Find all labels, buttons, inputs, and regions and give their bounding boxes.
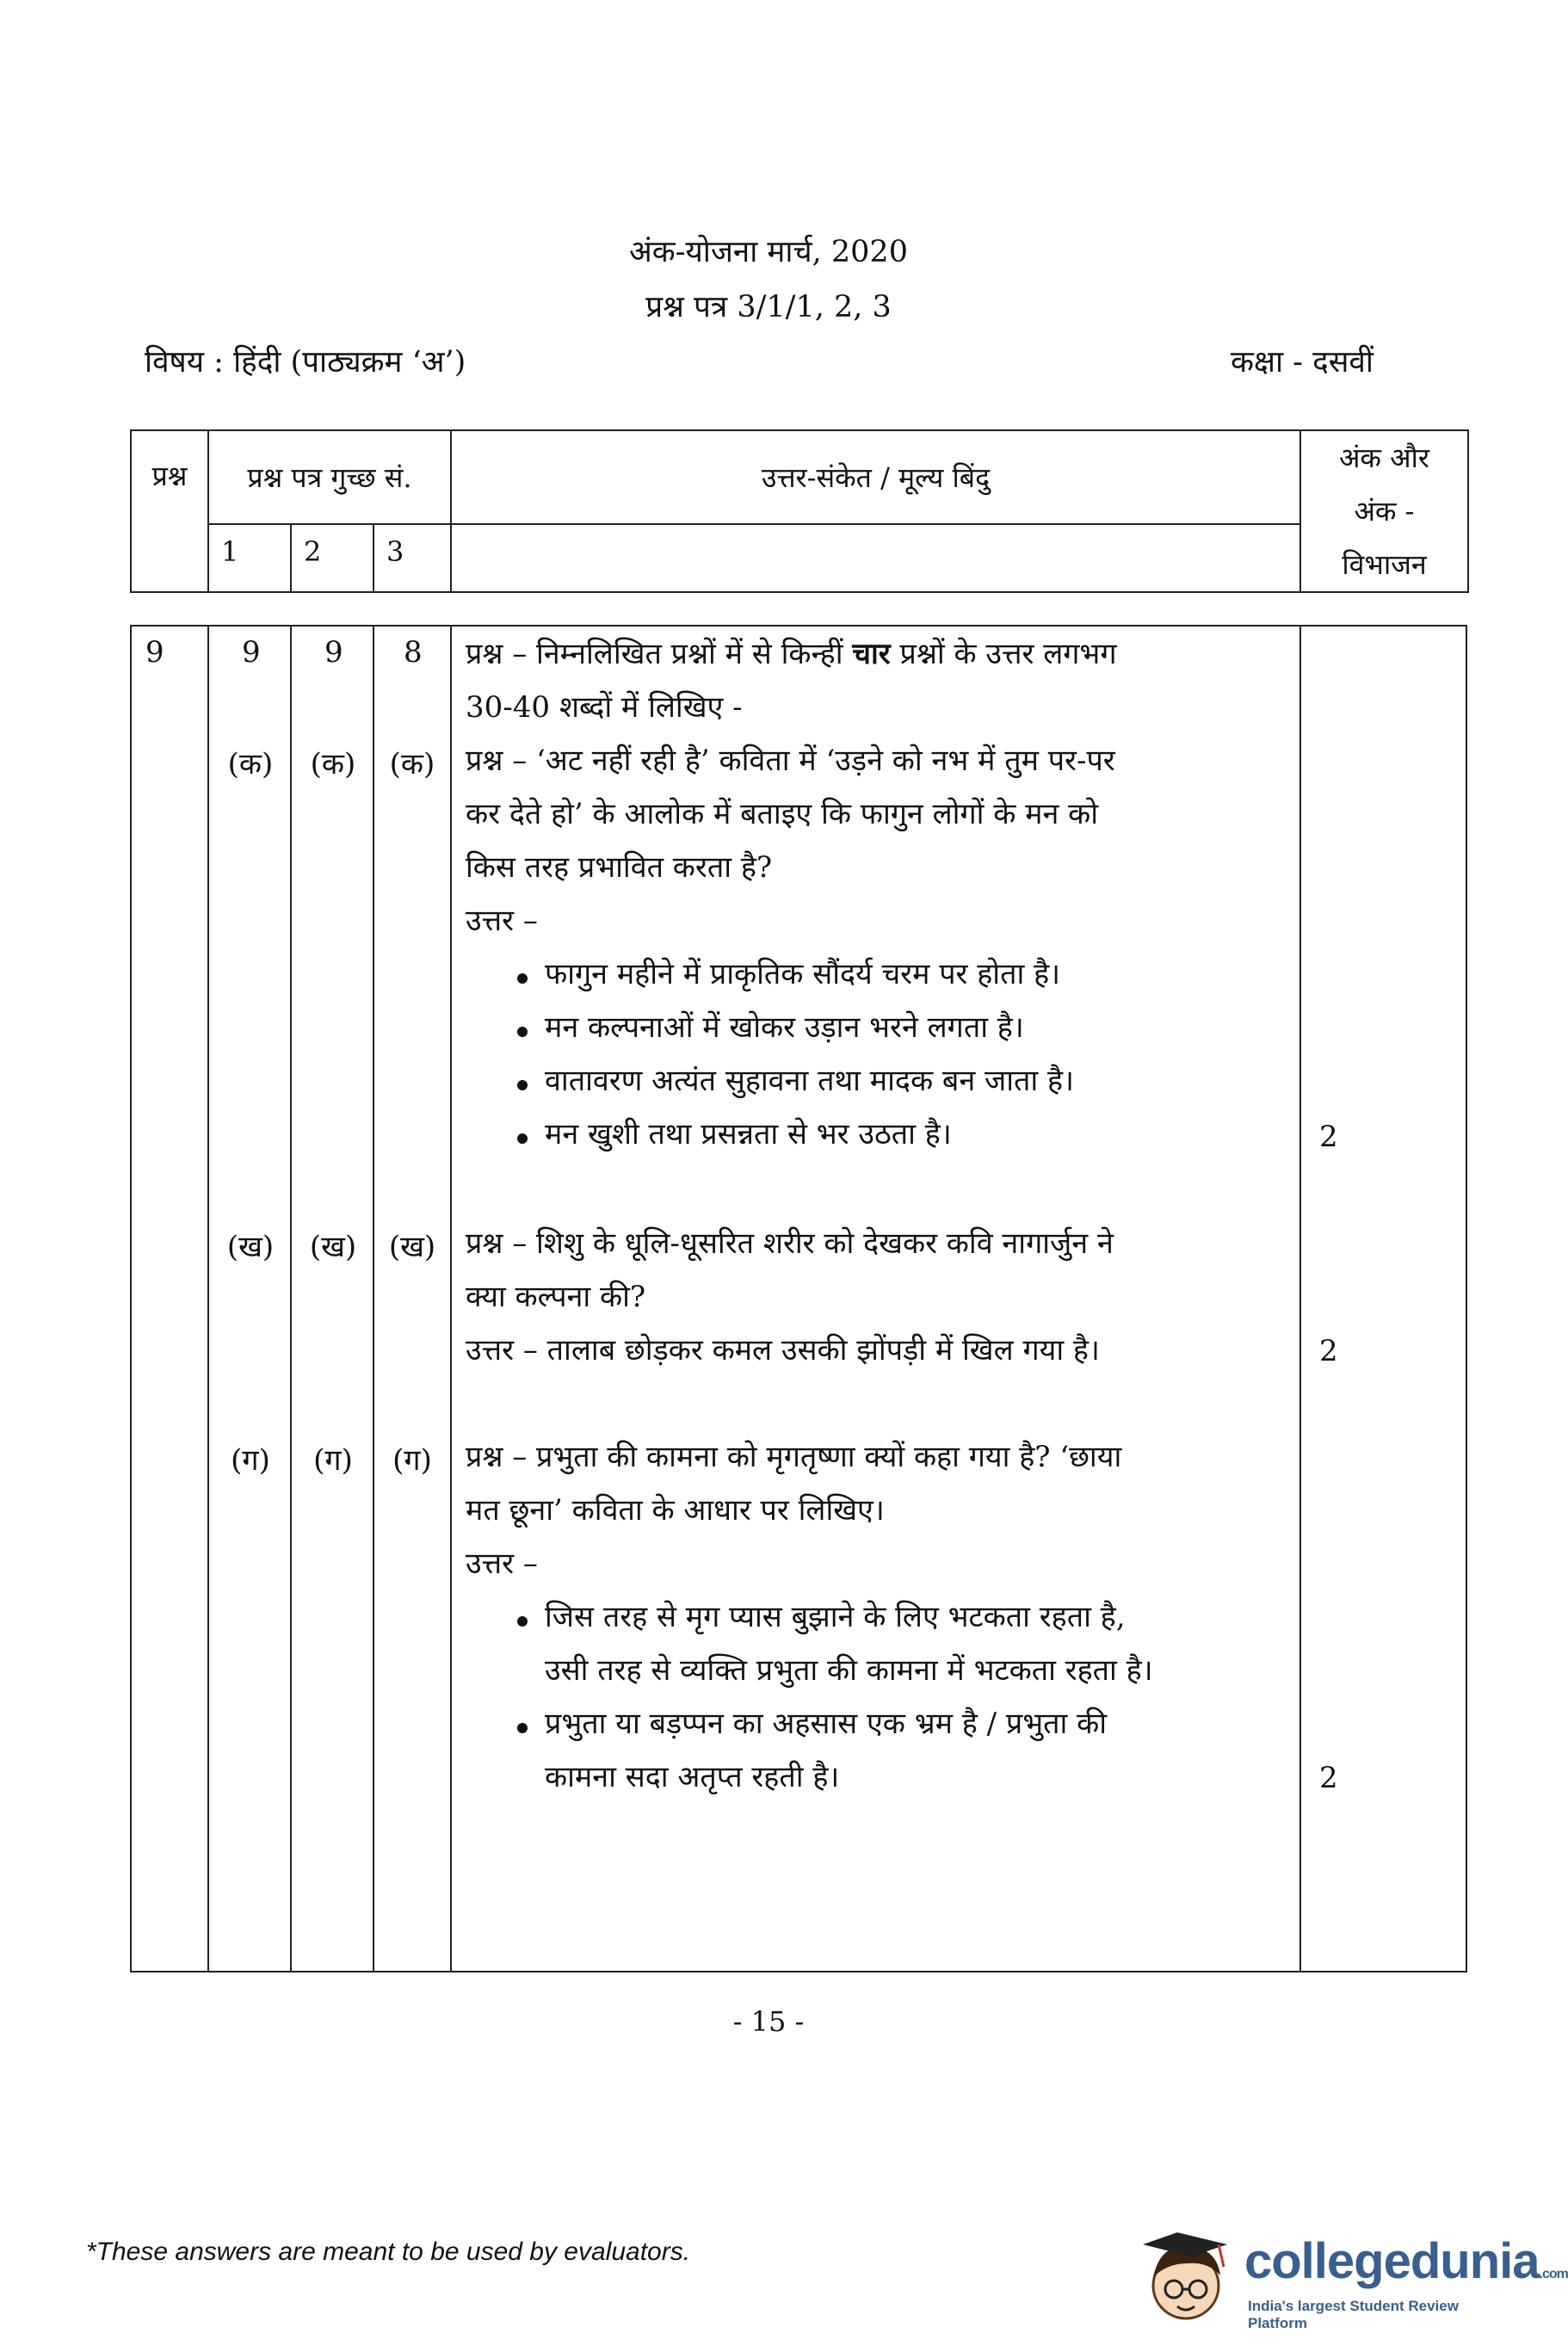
footnote: *These answers are meant to be used by evaluators.: [86, 2238, 691, 2266]
column-divider: [290, 627, 292, 1971]
bullet-icon: [517, 973, 528, 984]
logo-suffix: .com: [1539, 2267, 1568, 2281]
page-number: - 15 -: [732, 2005, 805, 2038]
subject-label: विषय : हिंदी (पाठ्यक्रम ‘अ’): [145, 345, 466, 380]
answer-point-cont: उसी तरह से व्यक्ति प्रभुता की कामना में भटकता रहता है।: [545, 1653, 1153, 1688]
bullet-icon: [517, 1027, 528, 1037]
col-header-marks: [1300, 430, 1468, 592]
logo-name: collegedunia: [1244, 2233, 1540, 2289]
answer-point: प्रभुता या बड़प्पन का अहसास एक भ्रम है / प्रभुता की: [545, 1707, 1108, 1741]
question-line: मत छूना’ कविता के आधार पर लिखिए।: [466, 1493, 885, 1528]
question-line: कर देते हो’ के आलोक में बताइए कि फागुन लोगों के मन को: [466, 797, 1099, 831]
part-label-set2: (ख): [309, 1230, 357, 1264]
header-table: [130, 429, 1469, 593]
answer-label: उत्तर –: [466, 904, 538, 938]
part-label-set2: (ग): [313, 1443, 353, 1478]
page-title: अंक-योजना मार्च, 2020: [629, 235, 908, 269]
class-label: कक्षा - दसवीं: [1231, 345, 1374, 380]
logo-tagline: India's largest Student Review Platform: [1248, 2298, 1459, 2331]
answer-point: मन कल्पनाओं में खोकर उड़ान भरने लगता है।: [545, 1010, 1024, 1045]
part-label-set2: (क): [310, 747, 356, 781]
column-divider: [373, 627, 374, 1971]
set-2-number: 9: [324, 635, 343, 670]
question-line: क्या कल्पना की?: [466, 1280, 646, 1314]
column-divider: [207, 627, 209, 1971]
marks-value: 2: [1319, 1120, 1338, 1154]
intro-line-1: [466, 627, 1116, 682]
answer-text: उत्तर – तालाब छोड़कर कमल उसकी झोंपड़ी में खिल गया है।: [466, 1333, 1100, 1367]
set-3-header: 3: [373, 524, 451, 592]
answer-label: उत्तर –: [466, 1547, 538, 1581]
marks-header-line1: अंक और: [1338, 441, 1430, 474]
set-3-number: 8: [404, 635, 423, 670]
collegedunia-logo: [1134, 2226, 1568, 2331]
answer-point: वातावरण अत्यंत सुहावना तथा मादक बन जाता है।: [545, 1064, 1074, 1098]
part-label-set1: (ख): [226, 1230, 275, 1264]
paper-code: प्रश्न पत्र 3/1/1, 2, 3: [645, 290, 892, 324]
answer-point-cont: कामना सदा अतृप्त रहती है।: [545, 1760, 840, 1794]
intro-text: प्रश्न – निम्नलिखित प्रश्नों में से किन्हीं: [466, 637, 843, 671]
col-header-question: प्रश्न: [131, 430, 208, 592]
part-label-set1: (क): [227, 747, 274, 781]
col-header-set: प्रश्न पत्र गुच्छ सं.: [208, 430, 451, 524]
intro-bold: चार: [852, 637, 891, 671]
answer-point: मन खुशी तथा प्रसन्नता से भर उठता है।: [545, 1117, 952, 1151]
set-1-header: 1: [208, 524, 291, 592]
question-line: प्रश्न – ‘अट नहीं रही है’ कविता में ‘उड़ने को नभ में तुम पर-पर: [466, 744, 1115, 778]
marks-value: 2: [1319, 1761, 1338, 1795]
answer-point: जिस तरह से मृग प्यास बुझाने के लिए भटकता रहता है,: [545, 1600, 1126, 1634]
set-1-number: 9: [242, 635, 261, 670]
column-divider: [450, 627, 452, 1971]
bullet-icon: [517, 1133, 528, 1144]
bullet-icon: [517, 1723, 528, 1733]
answer-header-blank: [451, 524, 1300, 592]
column-divider: [1299, 627, 1301, 1971]
intro-line-2: 30-40 शब्दों में लिखिए -: [466, 690, 743, 725]
set-2-header: 2: [291, 524, 373, 592]
intro-text-end: प्रश्नों के उत्तर लगभग: [899, 637, 1117, 671]
marks-header-line2: अंक -: [1354, 495, 1415, 528]
mascot-icon: [1134, 2226, 1238, 2329]
question-line: प्रश्न – प्रभुता की कामना को मृगतृष्णा क्यों कहा गया है? ‘छाया: [466, 1440, 1122, 1474]
question-line: प्रश्न – शिशु के धूलि-धूसरित शरीर को देखकर कवि नागार्जुन ने: [466, 1226, 1114, 1261]
marks-value: 2: [1319, 1334, 1338, 1368]
answer-point: फागुन महीने में प्राकृतिक सौंदर्य चरम पर होता है।: [545, 957, 1061, 991]
part-label-set1: (ग): [231, 1443, 270, 1478]
marks-header-line3: विभाजन: [1342, 548, 1427, 581]
bullet-icon: [517, 1080, 528, 1090]
question-number: 9: [145, 635, 164, 670]
col-header-answer: उत्तर-संकेत / मूल्य बिंदु: [451, 430, 1300, 524]
part-label-set3: (क): [389, 747, 435, 781]
answer-table: [130, 625, 1467, 1972]
part-label-set3: (ख): [388, 1230, 436, 1264]
bullet-icon: [517, 1616, 528, 1627]
part-label-set3: (ग): [392, 1443, 432, 1478]
question-line: किस तरह प्रभावित करता है?: [466, 850, 773, 885]
